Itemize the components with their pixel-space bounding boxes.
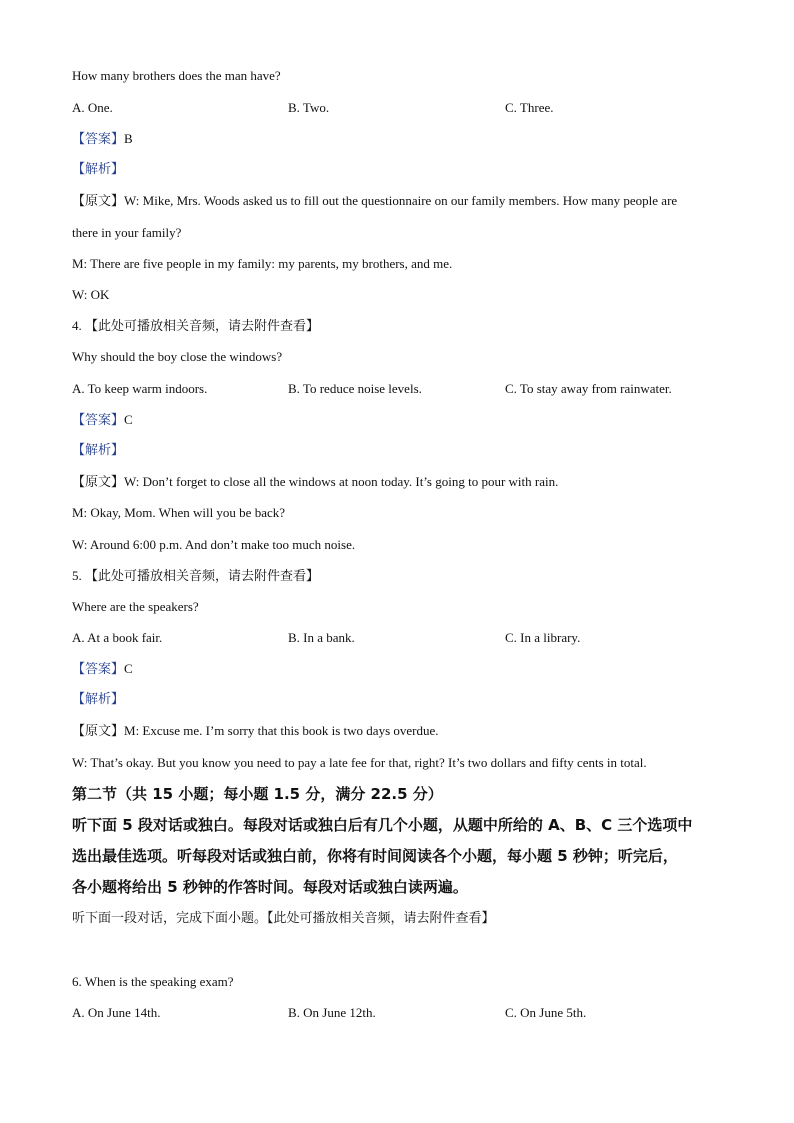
analysis-tag: 【解析】 <box>72 443 125 458</box>
question-number: 5. <box>72 568 82 583</box>
section-2-instructions-2: 选出最佳选项。听每段对话或独白前，你将有时间阅读各个小题，每小题 5 秒钟；听完后， <box>72 847 678 865</box>
answer-tag: 【答案】 <box>72 413 125 428</box>
original-tag: 【原文】 <box>72 724 125 739</box>
q4-option-b: B. To reduce noise levels. <box>288 381 422 396</box>
analysis-tag: 【解析】 <box>72 692 125 707</box>
answer-tag: 【答案】 <box>72 662 125 677</box>
q5-answer-line <box>72 661 133 678</box>
question-5-text: Where are the speakers? <box>72 599 199 614</box>
transcript-text: W: Don’t forget to close all the windows at noon today. It’s going to pour with rain. <box>124 474 559 489</box>
q4-transcript-1 <box>72 474 558 491</box>
audio-attachment-note: 【此处可播放相关音频，请去附件查看】 <box>85 319 320 334</box>
q4-option-c: C. To stay away from rainwater. <box>505 381 672 396</box>
dialogue-lead-text: 听下面一段对话，完成下面小题。【此处可播放相关音频，请去附件查看】 <box>72 911 495 926</box>
q3-option-b: B. Two. <box>288 100 330 115</box>
section-2-title: 第二节（共 15 小题；每小题 1.5 分，满分 22.5 分） <box>72 785 443 803</box>
q5-option-b: B. In a bank. <box>288 630 355 645</box>
q3-option-a: A. One. <box>72 100 113 115</box>
q5-option-a: A. At a book fair. <box>72 630 163 645</box>
section-2-instructions-1: 听下面 5 段对话或独白。每段对话或独白后有几个小题，从题中所给的 A、B、C 三个选项中 <box>72 816 693 834</box>
transcript-text: M: Excuse me. I’m sorry that this book is two days overdue. <box>124 723 439 738</box>
question-4-header <box>72 318 319 335</box>
q3-answer-line <box>72 131 133 148</box>
q4-transcript-3: W: Around 6:00 p.m. And don’t make too much noise. <box>72 537 356 552</box>
section-2-instructions-3: 各小题将给出 5 秒钟的作答时间。每段对话或独白读两遍。 <box>72 878 468 896</box>
answer-tag: 【答案】 <box>72 132 125 147</box>
question-5-header <box>72 568 319 585</box>
original-tag: 【原文】 <box>72 194 125 209</box>
question-6-text: 6. When is the speaking exam? <box>72 974 234 989</box>
audio-attachment-note: 【此处可播放相关音频，请去附件查看】 <box>85 569 320 584</box>
q6-option-c: C. On June 5th. <box>505 1005 587 1020</box>
q3-transcript-1 <box>72 193 677 210</box>
q4-option-a: A. To keep warm indoors. <box>72 381 208 396</box>
answer-value: C <box>124 661 133 676</box>
question-number: 4. <box>72 318 82 333</box>
answer-value: C <box>124 412 133 427</box>
q4-answer-line <box>72 412 133 429</box>
q5-transcript-2: W: That’s okay. But you know you need to pay a late fee for that, right? It’s two dollars and fifty cents in total. <box>72 755 647 770</box>
q5-option-c: C. In a library. <box>505 630 581 645</box>
q4-transcript-2: M: Okay, Mom. When will you be back? <box>72 505 286 520</box>
q3-option-c: C. Three. <box>505 100 554 115</box>
q3-transcript-3: M: There are five people in my family: my parents, my brothers, and me. <box>72 256 453 271</box>
transcript-text: W: Mike, Mrs. Woods asked us to fill out the questionnaire on our family members. How many people are <box>124 193 678 208</box>
analysis-tag: 【解析】 <box>72 162 125 177</box>
q6-option-b: B. On June 12th. <box>288 1005 376 1020</box>
q6-option-a: A. On June 14th. <box>72 1005 161 1020</box>
question-4-text: Why should the boy close the windows? <box>72 349 283 364</box>
q5-transcript-1 <box>72 723 439 740</box>
q3-transcript-4: W: OK <box>72 287 110 302</box>
answer-value: B <box>124 131 133 146</box>
original-tag: 【原文】 <box>72 475 125 490</box>
question-3-text: How many brothers does the man have? <box>72 68 281 83</box>
q3-transcript-2: there in your family? <box>72 225 182 240</box>
